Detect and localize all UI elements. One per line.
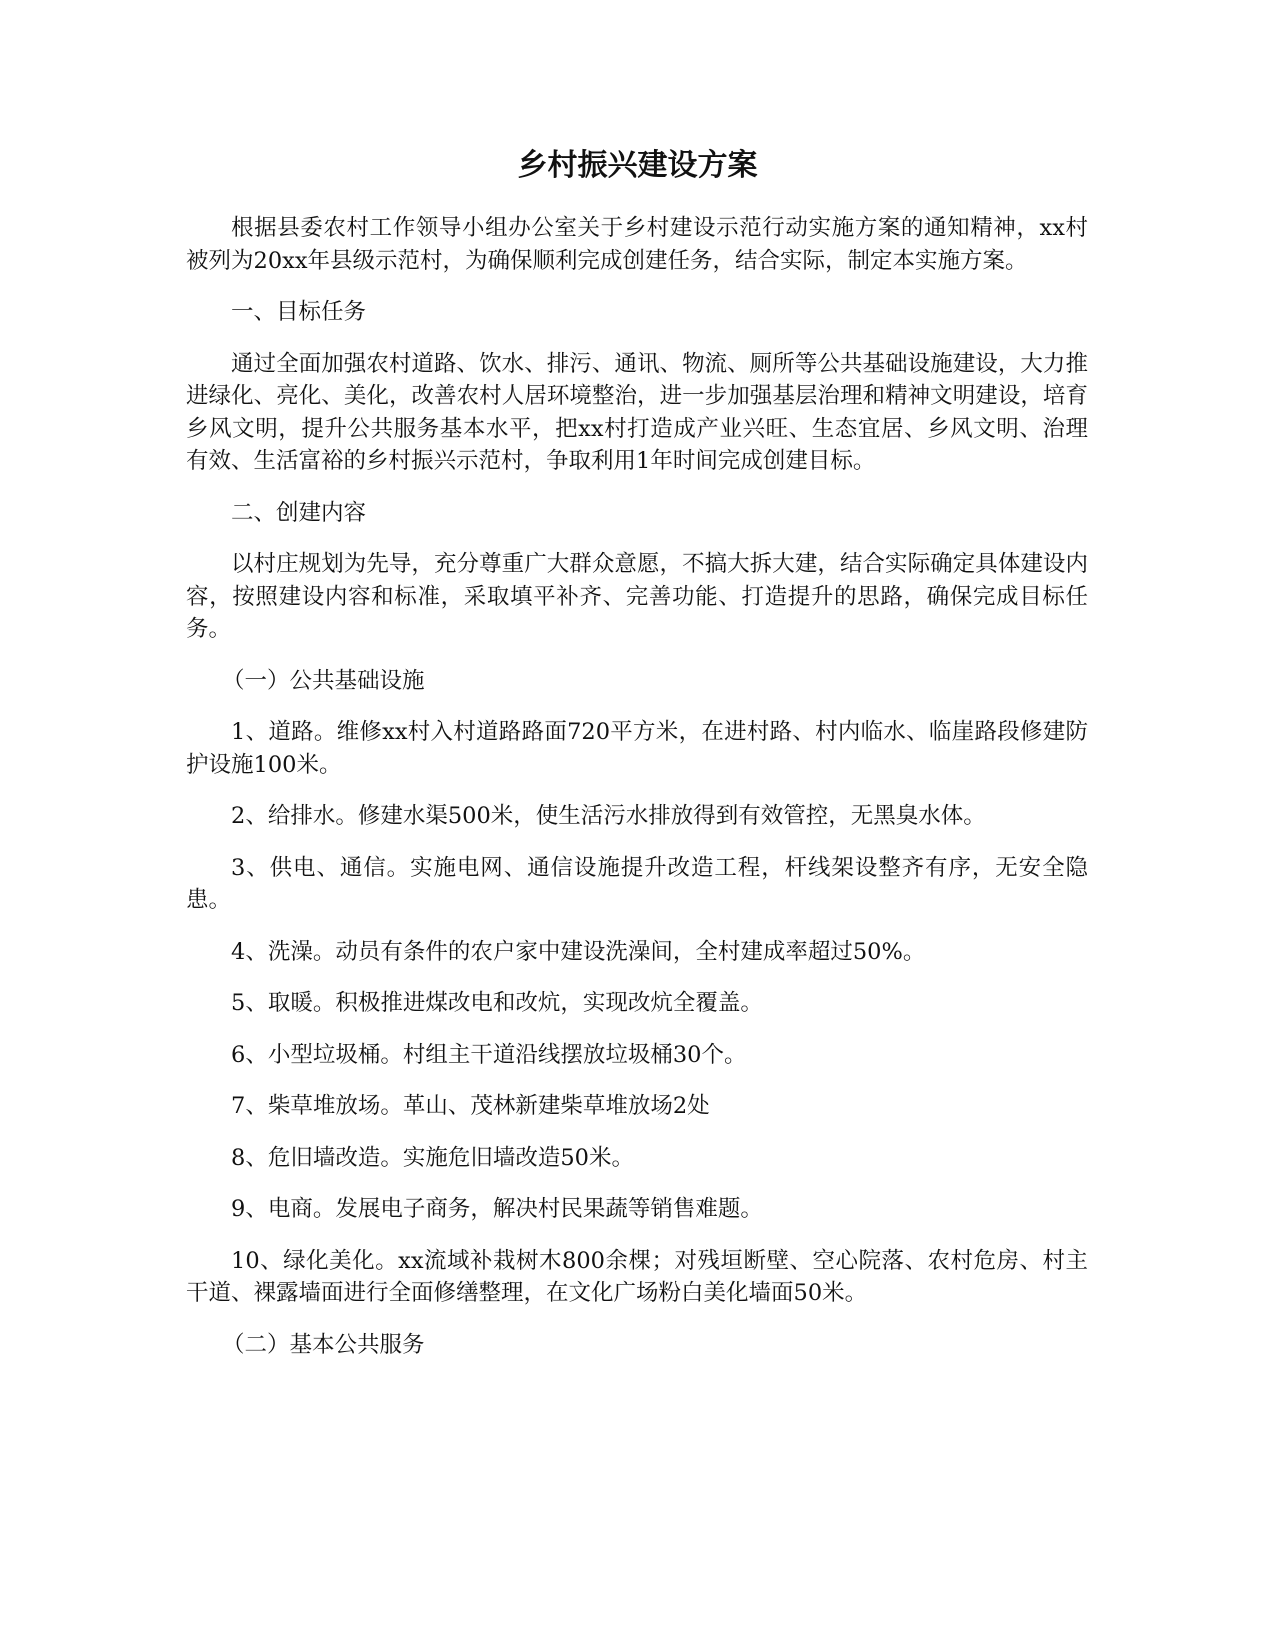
list-item: 6、小型垃圾桶。村组主干道沿线摆放垃圾桶30个。 (231, 1041, 747, 1068)
section-heading-content: 二、创建内容 (231, 499, 367, 526)
subsection-heading-public-services: （二）基本公共服务 (222, 1331, 425, 1358)
section-body-content: 以村庄规划为先导，充分尊重广大群众意愿，不搞大拆大建，结合实际确定具体建设内容，按照建设内容和标准，采取填平补齐、完善功能、打造提升的思路，确保完成目标任务。 (186, 551, 1088, 642)
list-item: 4、洗澡。动员有条件的农户家中建设洗澡间，全村建成率超过50%。 (231, 938, 926, 965)
list-item: 3、供电、通信。实施电网、通信设施提升改造工程，杆线架设整齐有序，无安全隐患。 (186, 854, 1088, 913)
section-heading-goals: 一、目标任务 (231, 299, 367, 325)
section-body-goals: 通过全面加强农村道路、饮水、排污、通讯、物流、厕所等公共基础设施建设，大力推进绿化、亮化、美化，改善农村人居环境整治，进一步加强基层治理和精神文明建设，培育乡风文明，提升公共服务基本水平，把xx村打造成产业兴旺、生态宜居、乡风文明、治理有效、生活富裕的乡村振兴示范村，争取利用1年时间完成创建目标。 (186, 350, 1088, 474)
document-title: 乡村振兴建设方案 (517, 148, 758, 183)
intro-paragraph: 根据县委农村工作领导小组办公室关于乡村建设示范行动实施方案的通知精神，xx村被列为20xx年县级示范村，为确保顺利完成创建任务，结合实际，制定本实施方案。 (186, 215, 1088, 274)
list-item: 7、柴草堆放场。革山、茂林新建柴草堆放场2处 (231, 1093, 710, 1119)
subsection-heading-infrastructure: （一）公共基础设施 (222, 667, 425, 694)
document-body (186, 212, 1088, 1380)
list-item: 9、电商。发展电子商务，解决村民果蔬等销售难题。 (231, 1196, 763, 1222)
list-item: 8、危旧墙改造。实施危旧墙改造50米。 (231, 1144, 634, 1171)
list-item: 1、道路。维修xx村入村道路路面720平方米，在进村路、村内临水、临崖路段修建防护设施100米。 (186, 719, 1088, 778)
list-item: 10、绿化美化。xx流域补栽树木800余棵；对残垣断壁、空心院落、农村危房、村主干道、裸露墙面进行全面修缮整理，在文化广场粉白美化墙面50米。 (186, 1247, 1088, 1306)
list-item: 5、取暖。积极推进煤改电和改炕，实现改炕全覆盖。 (231, 990, 763, 1016)
list-item: 2、给排水。修建水渠500米，使生活污水排放得到有效管控，无黑臭水体。 (231, 803, 986, 829)
